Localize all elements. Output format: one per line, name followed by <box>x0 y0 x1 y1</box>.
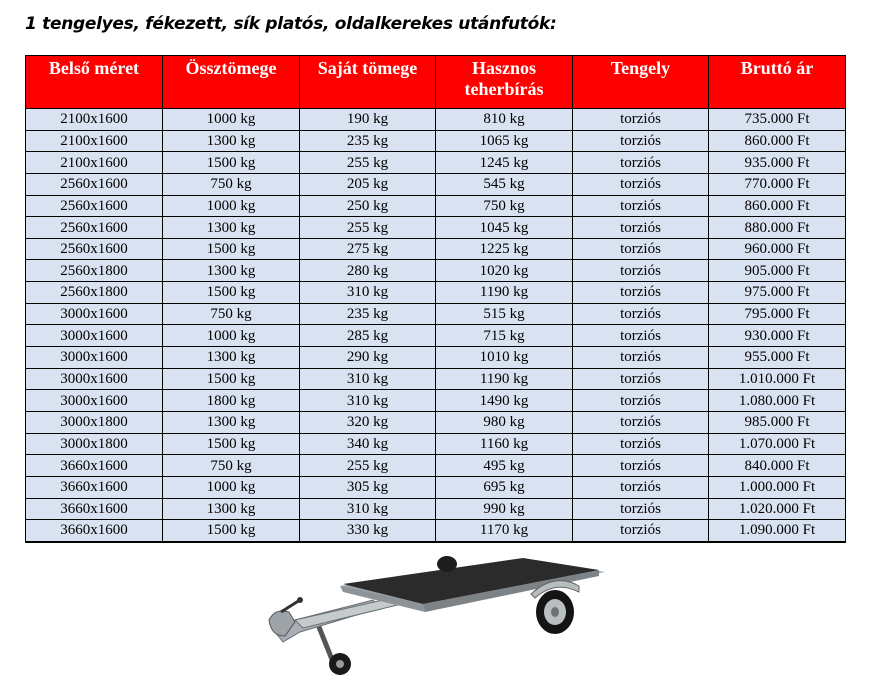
cell-gross-weight: 1300 kg <box>163 217 300 239</box>
cell-payload: 980 kg <box>436 411 573 433</box>
cell-gross-price: 905.000 Ft <box>709 260 846 282</box>
cell-own-weight: 285 kg <box>300 325 436 347</box>
cell-own-weight: 290 kg <box>300 347 436 369</box>
cell-gross-weight: 1300 kg <box>163 260 300 282</box>
cell-inner-size: 2560x1600 <box>26 238 163 260</box>
cell-gross-price: 860.000 Ft <box>709 195 846 217</box>
table-row <box>26 217 846 239</box>
cell-gross-weight: 1500 kg <box>163 152 300 174</box>
cell-inner-size: 2560x1600 <box>26 217 163 239</box>
cell-inner-size: 3000x1600 <box>26 390 163 412</box>
cell-inner-size: 2560x1600 <box>26 195 163 217</box>
table-body <box>26 109 846 542</box>
table-row <box>26 368 846 390</box>
cell-payload: 990 kg <box>436 498 573 520</box>
flatbed-trailer-icon <box>255 550 615 690</box>
cell-payload: 715 kg <box>436 325 573 347</box>
cell-inner-size: 3660x1600 <box>26 455 163 477</box>
cell-gross-price: 1.080.000 Ft <box>709 390 846 412</box>
cell-gross-weight: 750 kg <box>163 303 300 325</box>
cell-gross-weight: 1500 kg <box>163 238 300 260</box>
cell-payload: 810 kg <box>436 109 573 131</box>
table-row <box>26 455 846 477</box>
cell-axle: torziós <box>573 433 709 455</box>
cell-gross-price: 840.000 Ft <box>709 455 846 477</box>
cell-own-weight: 340 kg <box>300 433 436 455</box>
cell-own-weight: 190 kg <box>300 109 436 131</box>
cell-inner-size: 3660x1600 <box>26 520 163 542</box>
cell-own-weight: 305 kg <box>300 476 436 498</box>
cell-gross-weight: 750 kg <box>163 173 300 195</box>
cell-inner-size: 2100x1600 <box>26 152 163 174</box>
cell-gross-weight: 1000 kg <box>163 325 300 347</box>
page-title: 1 tengelyes, fékezett, sík platós, oldalkerekes utánfutók: <box>25 14 557 34</box>
header-cell-gross-price: Bruttó ár <box>709 56 846 109</box>
cell-payload: 1190 kg <box>436 282 573 304</box>
cell-payload: 1065 kg <box>436 130 573 152</box>
cell-gross-price: 975.000 Ft <box>709 282 846 304</box>
table-row <box>26 303 846 325</box>
cell-payload: 1160 kg <box>436 433 573 455</box>
cell-gross-price: 1.000.000 Ft <box>709 476 846 498</box>
cell-payload: 1170 kg <box>436 520 573 542</box>
cell-axle: torziós <box>573 109 709 131</box>
table-row <box>26 152 846 174</box>
cell-inner-size: 2560x1600 <box>26 173 163 195</box>
cell-gross-price: 930.000 Ft <box>709 325 846 347</box>
cell-gross-price: 735.000 Ft <box>709 109 846 131</box>
cell-payload: 1045 kg <box>436 217 573 239</box>
cell-axle: torziós <box>573 260 709 282</box>
header-cell-payload: Hasznos teherbírás <box>436 56 573 109</box>
cell-axle: torziós <box>573 476 709 498</box>
cell-gross-weight: 1300 kg <box>163 498 300 520</box>
cell-inner-size: 3000x1600 <box>26 303 163 325</box>
table-row <box>26 130 846 152</box>
cell-own-weight: 205 kg <box>300 173 436 195</box>
table-row <box>26 195 846 217</box>
cell-own-weight: 310 kg <box>300 282 436 304</box>
header-cell-inner-size: Belső méret <box>26 56 163 109</box>
cell-own-weight: 310 kg <box>300 368 436 390</box>
cell-gross-price: 795.000 Ft <box>709 303 846 325</box>
cell-axle: torziós <box>573 282 709 304</box>
cell-axle: torziós <box>573 238 709 260</box>
cell-payload: 495 kg <box>436 455 573 477</box>
cell-inner-size: 2100x1600 <box>26 130 163 152</box>
header-cell-axle: Tengely <box>573 56 709 109</box>
table-row <box>26 347 846 369</box>
table-row <box>26 476 846 498</box>
cell-axle: torziós <box>573 195 709 217</box>
cell-inner-size: 3000x1600 <box>26 325 163 347</box>
table-row <box>26 238 846 260</box>
table-row <box>26 282 846 304</box>
cell-inner-size: 3000x1600 <box>26 347 163 369</box>
cell-own-weight: 330 kg <box>300 520 436 542</box>
cell-inner-size: 3660x1600 <box>26 476 163 498</box>
table-row <box>26 325 846 347</box>
cell-gross-weight: 1500 kg <box>163 520 300 542</box>
cell-own-weight: 255 kg <box>300 217 436 239</box>
header-cell-own-weight: Saját tömege <box>300 56 436 109</box>
cell-gross-price: 955.000 Ft <box>709 347 846 369</box>
cell-gross-price: 985.000 Ft <box>709 411 846 433</box>
cell-axle: torziós <box>573 217 709 239</box>
cell-gross-weight: 1500 kg <box>163 368 300 390</box>
cell-inner-size: 3660x1600 <box>26 498 163 520</box>
cell-axle: torziós <box>573 390 709 412</box>
table-row <box>26 109 846 131</box>
cell-gross-weight: 1000 kg <box>163 195 300 217</box>
cell-gross-weight: 1500 kg <box>163 433 300 455</box>
cell-axle: torziós <box>573 520 709 542</box>
cell-own-weight: 275 kg <box>300 238 436 260</box>
table-row <box>26 390 846 412</box>
cell-axle: torziós <box>573 498 709 520</box>
cell-gross-weight: 750 kg <box>163 455 300 477</box>
cell-axle: torziós <box>573 325 709 347</box>
cell-payload: 545 kg <box>436 173 573 195</box>
table-row <box>26 498 846 520</box>
cell-gross-weight: 1800 kg <box>163 390 300 412</box>
cell-payload: 1010 kg <box>436 347 573 369</box>
cell-inner-size: 3000x1800 <box>26 433 163 455</box>
cell-gross-weight: 1300 kg <box>163 347 300 369</box>
cell-own-weight: 310 kg <box>300 390 436 412</box>
cell-axle: torziós <box>573 368 709 390</box>
cell-gross-weight: 1300 kg <box>163 130 300 152</box>
cell-payload: 1225 kg <box>436 238 573 260</box>
cell-gross-weight: 1300 kg <box>163 411 300 433</box>
cell-inner-size: 2100x1600 <box>26 109 163 131</box>
cell-gross-price: 770.000 Ft <box>709 173 846 195</box>
cell-gross-weight: 1000 kg <box>163 476 300 498</box>
table-header <box>26 56 846 109</box>
cell-gross-price: 1.020.000 Ft <box>709 498 846 520</box>
cell-gross-price: 935.000 Ft <box>709 152 846 174</box>
table-row <box>26 411 846 433</box>
header-cell-gross-weight: Össztömege <box>163 56 300 109</box>
cell-inner-size: 3000x1600 <box>26 368 163 390</box>
cell-gross-price: 1.070.000 Ft <box>709 433 846 455</box>
cell-axle: torziós <box>573 173 709 195</box>
cell-payload: 1245 kg <box>436 152 573 174</box>
cell-axle: torziós <box>573 347 709 369</box>
cell-axle: torziós <box>573 130 709 152</box>
cell-gross-price: 1.010.000 Ft <box>709 368 846 390</box>
cell-own-weight: 255 kg <box>300 455 436 477</box>
cell-payload: 1490 kg <box>436 390 573 412</box>
cell-axle: torziós <box>573 303 709 325</box>
cell-axle: torziós <box>573 152 709 174</box>
table-row <box>26 260 846 282</box>
price-table <box>25 55 846 543</box>
cell-inner-size: 2560x1800 <box>26 282 163 304</box>
cell-payload: 750 kg <box>436 195 573 217</box>
table-row <box>26 173 846 195</box>
cell-gross-weight: 1000 kg <box>163 109 300 131</box>
cell-inner-size: 2560x1800 <box>26 260 163 282</box>
cell-gross-weight: 1500 kg <box>163 282 300 304</box>
cell-own-weight: 235 kg <box>300 130 436 152</box>
cell-axle: torziós <box>573 411 709 433</box>
cell-axle: torziós <box>573 455 709 477</box>
cell-own-weight: 310 kg <box>300 498 436 520</box>
cell-gross-price: 960.000 Ft <box>709 238 846 260</box>
cell-gross-price: 880.000 Ft <box>709 217 846 239</box>
cell-payload: 515 kg <box>436 303 573 325</box>
cell-gross-price: 860.000 Ft <box>709 130 846 152</box>
table-row <box>26 433 846 455</box>
cell-payload: 1020 kg <box>436 260 573 282</box>
table-row <box>26 520 846 542</box>
cell-payload: 1190 kg <box>436 368 573 390</box>
cell-own-weight: 255 kg <box>300 152 436 174</box>
cell-inner-size: 3000x1800 <box>26 411 163 433</box>
cell-payload: 695 kg <box>436 476 573 498</box>
cell-own-weight: 235 kg <box>300 303 436 325</box>
cell-gross-price: 1.090.000 Ft <box>709 520 846 542</box>
cell-own-weight: 280 kg <box>300 260 436 282</box>
cell-own-weight: 250 kg <box>300 195 436 217</box>
cell-own-weight: 320 kg <box>300 411 436 433</box>
